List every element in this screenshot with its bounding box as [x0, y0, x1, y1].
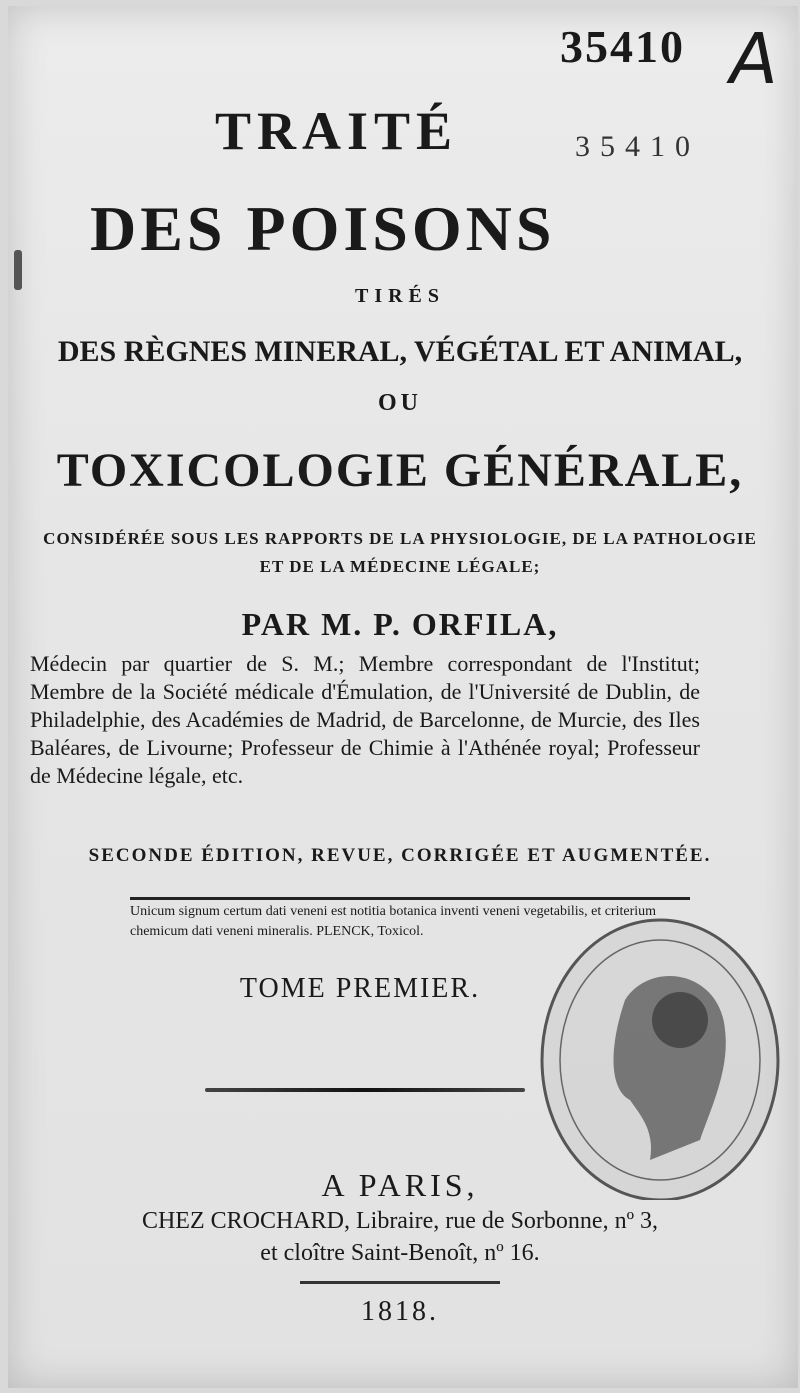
library-stamp-icon	[530, 900, 790, 1200]
title-ou: OU	[378, 390, 422, 416]
catalog-letter: A	[722, 18, 786, 100]
imprint-city: A PARIS,	[321, 1167, 479, 1203]
imprint-rule	[300, 1281, 500, 1284]
catalog-number: 35410	[560, 21, 685, 72]
subtitle: TOXICOLOGIE GÉNÉRALE,	[56, 444, 744, 497]
title-line-1: TRAITÉ	[215, 101, 459, 161]
subtitle-description: CONSIDÉRÉE SOUS LES RAPPORTS DE LA PHYSIOLOGIE, DE LA PATHOLOGIE ET DE LA MÉDECINE LÉGALE;	[43, 529, 757, 576]
author-credentials: Médecin par quartier de S. M.; Membre correspondant de l'Institut; Membre de la Société médicale d'Émulation, de l'Université de Dublin, de Philadelphie, des Académies de Madrid, de Barcelonne, de Murcie, des Iles Baléares, de Livourne; Professeur de Chimie à l'Athénée royal; Professeur de Médecine légale, etc.	[30, 651, 700, 788]
title-regnes: DES RÈGNES MINERAL, VÉGÉTAL ET ANIMAL,	[57, 335, 743, 368]
author-byline: PAR M. P. ORFILA,	[241, 606, 559, 642]
imprint-publisher: CHEZ CROCHARD, Libraire, rue de Sorbonne, nº 3,	[141, 1208, 659, 1234]
imprint-year: 1818.	[361, 1296, 439, 1327]
epigraph: Unicum signum certum dati veneni est notitia botanica inventi veneni vegetabilis, et criterium chemicum dati veneni mineralis. PLENCK, Toxicol.	[130, 904, 657, 939]
ornament-rule	[205, 1088, 525, 1092]
volume-label: TOME PREMIER.	[239, 973, 481, 1004]
title-tires: TIRÉS	[354, 285, 446, 307]
binding-mark	[14, 250, 22, 290]
imprint-address: et cloître Saint-Benoît, nº 16.	[260, 1240, 540, 1266]
title-line-2: DES POISONS	[90, 193, 556, 264]
catalog-number-small: 35410	[575, 130, 700, 163]
edition-statement: SECONDE ÉDITION, REVUE, CORRIGÉE ET AUGMENTÉE.	[88, 845, 712, 866]
